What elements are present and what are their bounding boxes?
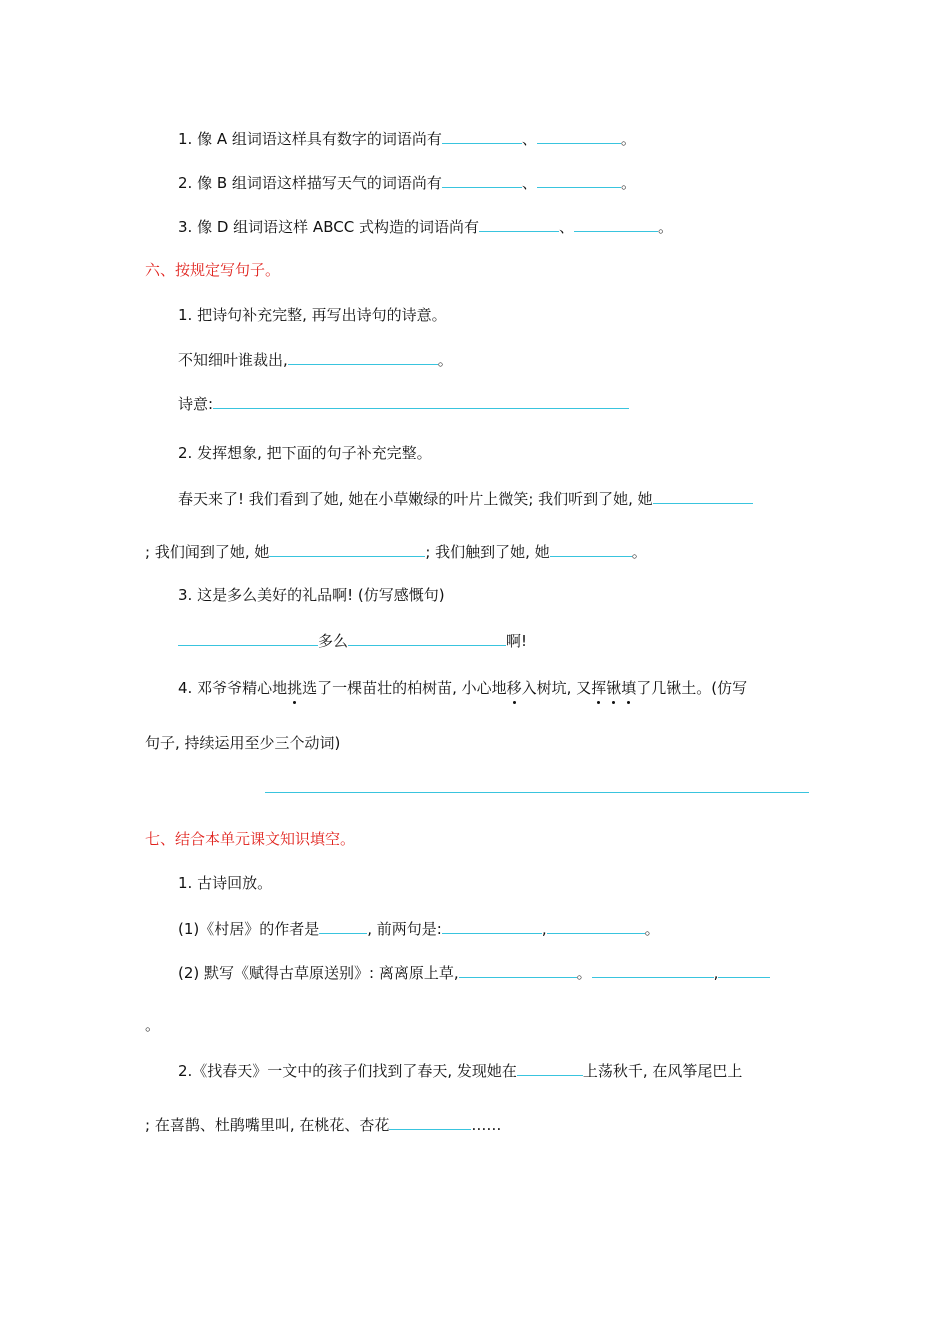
question-7-1-sub1 (178, 918, 660, 939)
question-text: 1. 像 A 组词语这样具有数字的词语尚有 (178, 130, 442, 148)
answer-blank[interactable] (479, 216, 559, 232)
question-text: ; 在喜鹊、杜鹃嘴里叫, 在桃花、杏花 (145, 1116, 390, 1134)
dotted-verb: 挑 (287, 679, 303, 697)
answer-blank[interactable] (592, 962, 714, 978)
sentence-text: ; 我们触到了她, 她 (425, 543, 550, 561)
answer-blank[interactable] (537, 128, 621, 144)
answer-blank[interactable] (265, 777, 809, 793)
question-text: 2. 像 B 组词语这样描写天气的词语尚有 (178, 174, 442, 192)
sub2-end-period: 。 (145, 1016, 161, 1034)
answer-blank[interactable] (517, 1060, 583, 1076)
dotted-verb: 移 (506, 679, 522, 697)
answer-blank[interactable] (442, 918, 542, 934)
answer-line (265, 777, 809, 798)
sentence-end: 啊! (506, 632, 528, 650)
sentence-text: 了几锹土。(仿写 (636, 679, 748, 697)
question-7-2 (178, 1060, 742, 1081)
answer-blank[interactable] (178, 630, 318, 646)
answer-blank[interactable] (653, 488, 753, 504)
answer-blank[interactable] (537, 172, 621, 188)
answer-blank[interactable] (348, 630, 506, 646)
sentence-text: 春天来了! 我们看到了她, 她在小草嫩绿的叶片上微笑; 我们听到了她, 她 (178, 490, 653, 508)
period: 。 (576, 964, 592, 982)
imitation-line (178, 630, 527, 651)
answer-blank[interactable] (574, 216, 658, 232)
meaning-line (178, 393, 629, 414)
sentence-text: 选了一棵苗壮的柏树苗, 小心地 (302, 679, 507, 697)
sub-question-text: (1)《村居》的作者是 (178, 920, 320, 938)
connector-text: 多么 (318, 632, 349, 650)
answer-blank[interactable] (389, 1114, 471, 1130)
sub-question-text: (2) 默写《赋得古草原送别》: 离离原上草, (178, 964, 459, 982)
sentence-text: 4. 邓爷爷精心地 (178, 679, 288, 697)
meaning-label: 诗意: (178, 395, 214, 413)
answer-blank[interactable] (459, 962, 577, 978)
ellipsis: …… (471, 1116, 502, 1134)
sentence-text: ; 我们闻到了她, 她 (145, 543, 270, 561)
dotted-verb: 锹 (606, 679, 622, 697)
section-6-heading: 六、按规定写句子。 (145, 261, 281, 279)
period: 。 (631, 543, 647, 561)
answer-blank[interactable] (442, 128, 522, 144)
dotted-verb: 挥 (591, 679, 607, 697)
question-text: 上荡秋千, 在风筝尾巴上 (582, 1062, 743, 1080)
period: 。 (657, 218, 673, 236)
question-7-1: 1. 古诗回放。 (178, 874, 273, 892)
question-6-4-line2: 句子, 持续运用至少三个动词) (145, 734, 341, 752)
question-5-2 (178, 172, 636, 193)
comma: , (713, 964, 719, 982)
sentence-text: 入树坑, 又 (521, 679, 592, 697)
question-5-3 (178, 216, 673, 237)
answer-blank[interactable] (288, 349, 438, 365)
answer-blank[interactable] (547, 918, 645, 934)
separator: 、 (521, 130, 537, 148)
question-7-2-line2 (145, 1114, 501, 1135)
period: 。 (437, 351, 453, 369)
separator: 、 (521, 174, 537, 192)
poem-text: 不知细叶谁裁出, (178, 351, 288, 369)
period: 。 (644, 920, 660, 938)
answer-blank[interactable] (718, 962, 770, 978)
answer-blank[interactable] (213, 393, 629, 409)
question-7-1-sub2 (178, 962, 770, 983)
question-text: 3. 像 D 组词语这样 ABCC 式构造的词语尚有 (178, 218, 479, 236)
comma: , (541, 920, 547, 938)
question-5-1 (178, 128, 636, 149)
fill-sentence-line2 (145, 541, 647, 562)
poem-line (178, 349, 453, 370)
sub-question-text: , 前两句是: (367, 920, 442, 938)
question-6-4 (178, 678, 747, 698)
answer-blank[interactable] (442, 172, 522, 188)
answer-blank[interactable] (550, 541, 632, 557)
answer-blank[interactable] (269, 541, 425, 557)
section-7-heading: 七、结合本单元课文知识填空。 (145, 830, 356, 848)
period: 。 (620, 130, 636, 148)
question-6-2: 2. 发挥想象, 把下面的句子补充完整。 (178, 444, 432, 462)
question-text: 2.《找春天》一文中的孩子们找到了春天, 发现她在 (178, 1062, 517, 1080)
separator: 、 (558, 218, 574, 236)
answer-blank[interactable] (319, 918, 367, 934)
dotted-verb: 填 (621, 679, 637, 697)
fill-sentence-line1 (178, 488, 753, 509)
question-6-3: 3. 这是多么美好的礼品啊! (仿写感慨句) (178, 586, 445, 604)
period: 。 (620, 174, 636, 192)
question-6-1: 1. 把诗句补充完整, 再写出诗句的诗意。 (178, 306, 447, 324)
